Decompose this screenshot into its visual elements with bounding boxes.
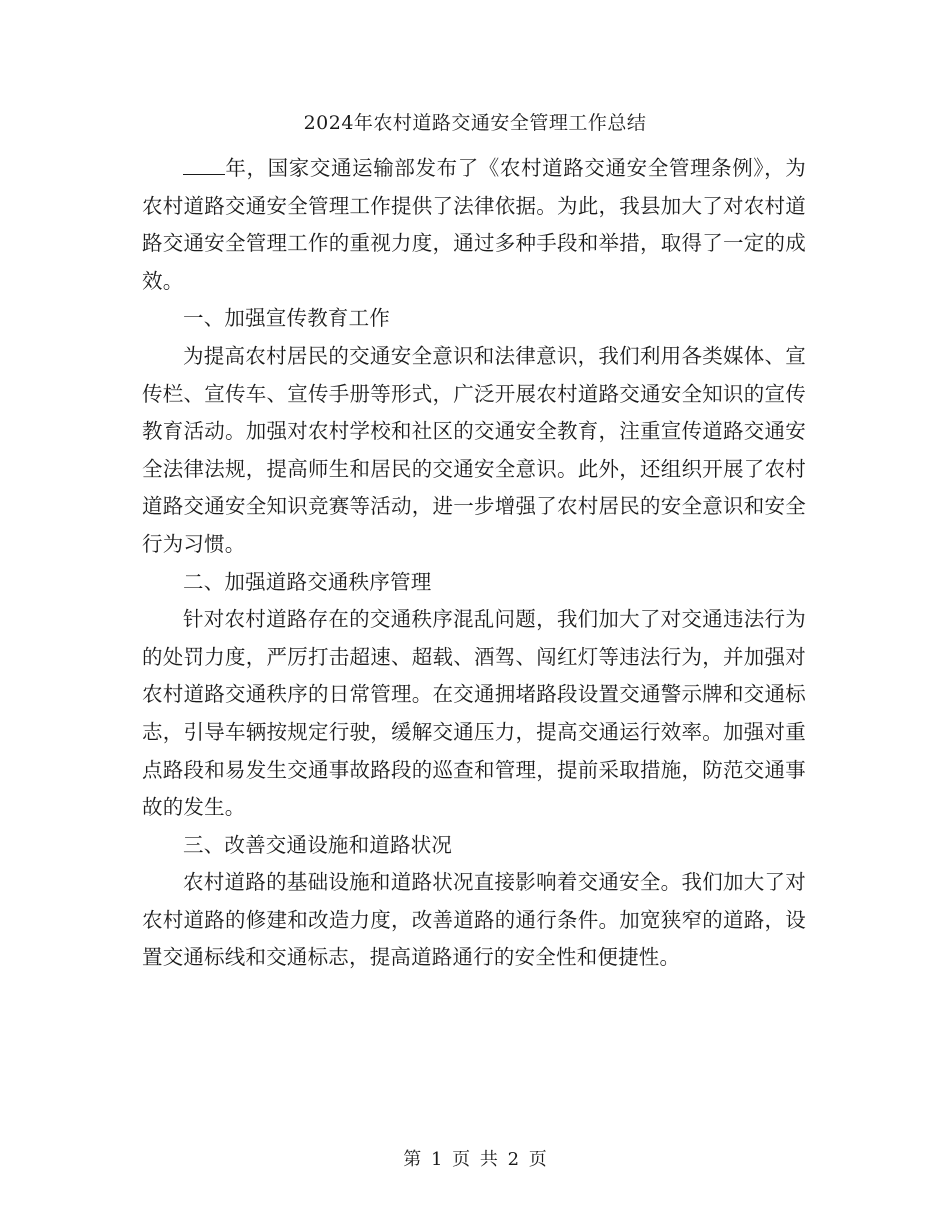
page-footer: 第 1 页 共 2 页 [403,1149,547,1170]
intro-paragraph [142,150,806,300]
section-body-2: 针对农村道路存在的交通秩序混乱问题，我们加大了对交通违法行为的处罚力度，严厉打击超速、超载、酒驾、闯红灯等违法行为，并加强对农村道路交通秩序的日常管理。在交通拥堵路段设置交通警示牌和交通标志，引导车辆按规定行驶，缓解交通压力，提高交通运行效率。加强对重点路段和易发生交通事故路段的巡查和管理，提前采取措施，防范交通事故的发生。 [142,607,806,820]
section-body-3: 农村道路的基础设施和道路状况直接影响着交通安全。我们加大了对农村道路的修建和改造力度，改善道路的通行条件。加宽狭窄的道路，设置交通标线和交通标志，提高道路通行的安全性和便捷性。 [142,870,806,970]
section-heading-3: 三、改善交通设施和道路状况 [183,832,453,857]
document-title: 2024年农村道路交通安全管理工作总结 [303,112,647,134]
document-body [142,150,806,977]
year-blank [183,154,225,175]
intro-text: 年，国家交通运输部发布了《农村道路交通安全管理条例》，为农村道路交通安全管理工作提供了法律依据。为此，我县加大了对农村道路交通安全管理工作的重视力度，通过多种手段和举措，取得了一定的成效。 [142,156,806,293]
section-heading-1: 一、加强宣传教育工作 [183,306,390,331]
section-heading-2: 二、加强道路交通秩序管理 [183,569,432,594]
section-body-1: 为提高农村居民的交通安全意识和法律意识，我们利用各类媒体、宣传栏、宣传车、宣传手册等形式，广泛开展农村道路交通安全知识的宣传教育活动。加强对农村学校和社区的交通安全教育，注重宣传道路交通安全法律法规，提高师生和居民的交通安全意识。此外，还组织开展了农村道路交通安全知识竞赛等活动，进一步增强了农村居民的安全意识和安全行为习惯。 [142,343,806,556]
